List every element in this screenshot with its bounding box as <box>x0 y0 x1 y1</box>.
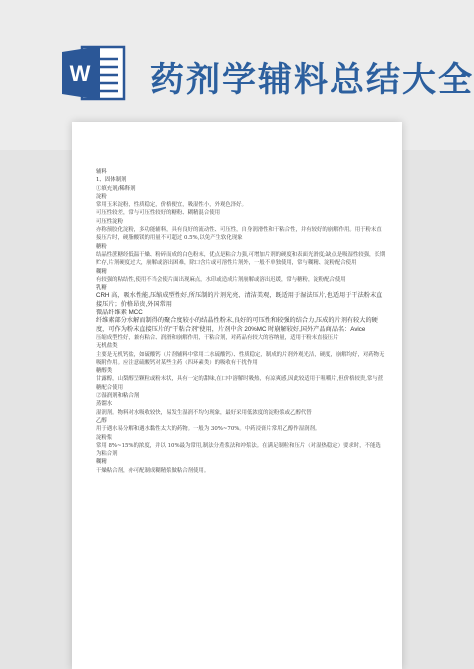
body-text: 纤维素部分水解而制得的聚合度较小的结晶性粉末,良好的可压性和较强的结合力,压成的片剂有较大的硬度，可作为粉末直接压片的"干粘合剂"使用，片剂中含 20%MC 时崩解较好,国外产品商品名：Avice <box>96 317 378 333</box>
section-heading: 可压性淀粉 <box>96 218 123 225</box>
body-text: 有较强的粘结性,使用不当会使片面出现麻点，水印或造成片剂崩解或溶出迟缓，常与糖粉，淀粉配合使用 <box>96 276 346 283</box>
section-heading: 糖粉 <box>96 243 107 250</box>
body-text: 用于遇水易分解和遇水黏性太大的药物。一般为 30%~70%。中药浸膏片常用乙醇作湿润剂。 <box>96 426 321 433</box>
section-heading: 糊精 <box>96 268 107 275</box>
body-text: 湿润剂。物料对水吸收较快，易发生湿润不均匀现象，最好采用低浓度的淀粉浆或乙醇代替 <box>96 409 312 416</box>
section-heading: ①填充剂/稀释剂 <box>96 185 136 192</box>
section-heading: 淀粉 <box>96 193 107 200</box>
body-text: CRH 高，吸水性能,压缩成型性好,所压制的片剂光亮、清洁美观，既适用于湿法压片,也适用于干法粉末直接压片；价格昂贵,外国常用 <box>96 292 383 308</box>
body-text: 干燥粘合剂，亦可配制成糊精浆做粘合剂使用。 <box>96 467 210 474</box>
document-page <box>72 122 402 669</box>
section-heading: ②湿润剂和粘合剂 <box>96 393 140 400</box>
section-heading: 1、固体制剂 <box>96 177 127 184</box>
word-document-icon <box>60 45 130 101</box>
section-heading: 糊精 <box>96 459 107 466</box>
section-heading: 乙醇 <box>96 417 107 424</box>
section-heading: 乳糖 <box>96 285 107 292</box>
body-text: 甘露醇，山梨醇呈颗粒或粉末状，具有一定的甜味,在口中溶解时吸热，有凉爽感,因此较适用于咀嚼片,但价格较贵,常与蔗糖配合使用 <box>96 376 384 391</box>
section-heading: 无机盐类 <box>96 343 118 350</box>
section-heading: 糖醇类 <box>96 368 113 375</box>
banner-title: 药剂学辅料总结大全 <box>150 60 474 100</box>
document-body <box>96 168 386 475</box>
body-text: 亦称预胶化淀粉，多功能辅料，具有良好的流动性、可压性，自身润滑性和干粘合性，并有较好的崩解作用。用于粉末直接压片时，硬脂酸镁的用量不可超过 0.5%,以免产生软化现象 <box>96 227 382 242</box>
body-text: 压缩成型性好，兼有粘合、润滑和崩解作用，干粘合剂，对药品有较大的容纳量，适用于粉末直接压片 <box>96 334 339 341</box>
body-text: 主要是无机钙盐，如硫酸钙（片剂辅料中常用二水硫酸钙）、性质稳定，制成的片剂外观光洁，硬度，崩解均好，对药物无吸附作用。应注意硫酸钙对某些主药（四环素类）的吸收有干扰作用 <box>96 351 385 366</box>
section-heading: 辅料 <box>96 169 107 175</box>
section-heading: 淀粉浆 <box>96 434 113 441</box>
section-heading: 蒸馏水 <box>96 401 113 408</box>
body-text: 可压性较差，常与可压性较好的糖粉、糊精混合使用 <box>96 210 220 217</box>
body-text: 常用玉米淀粉，性质稳定，价格便宜，吸湿性小，外观色泽好。 <box>96 202 247 209</box>
section-heading: 微晶纤维素 MCC <box>96 309 143 317</box>
word-icon-letter: W <box>69 61 91 86</box>
body-text: 结晶性蔗糖经低温干燥、粉碎而成的白色粉末，优点是粘合力强,可增加片剂的硬度和表面光滑度;缺点是吸湿性较强，长期贮存,片剂硬度过大，崩解或溶出困难，除口含片或可溶性片剂外，一般不单独使用，常与糊精、淀粉配合使用 <box>96 251 386 267</box>
body-text: 常用 8%~15%的浓度，并以 10%最为常用,制法分煮浆法和冲浆法。在满足制粒和压片（对湿热稳定）要求时，不能选为粘合剂 <box>96 442 381 458</box>
